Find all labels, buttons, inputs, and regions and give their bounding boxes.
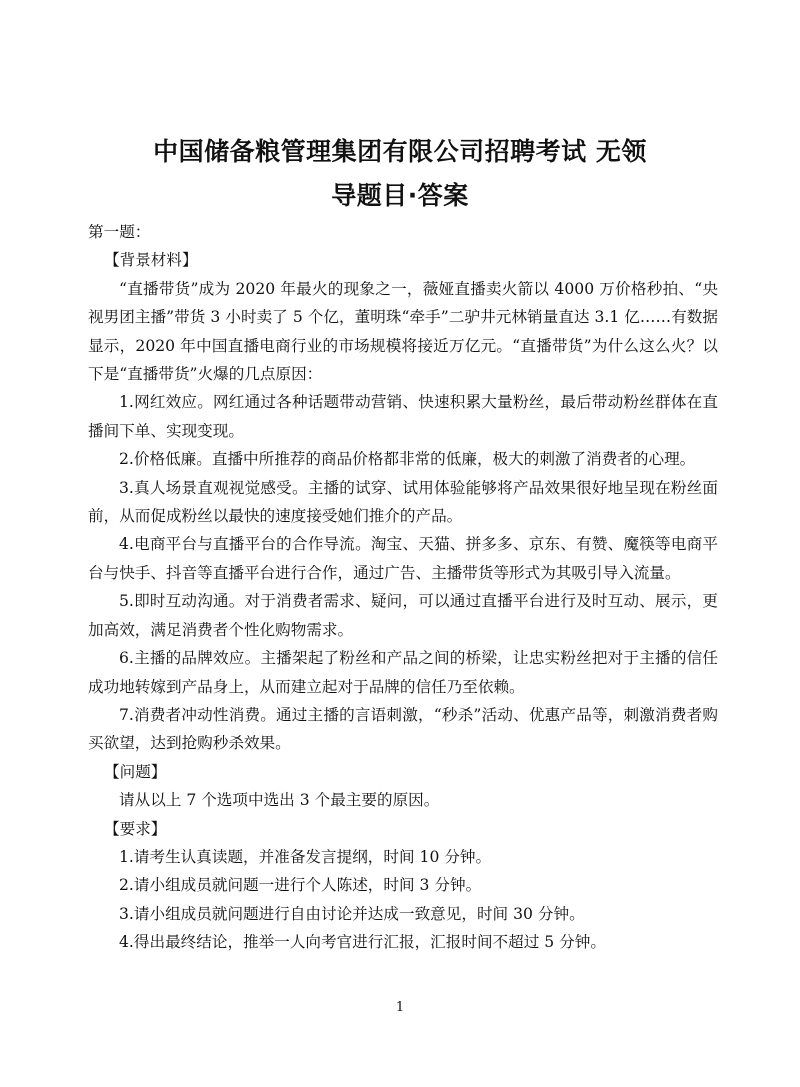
reason-item: 3.真人场景直观视觉感受。主播的试穿、试用体验能够将产品效果很好地呈现在粉丝面前，从而促成粉丝以最快的速度接受她们推介的产品。 [88,478,718,526]
section-label: 第一题： [88,223,151,241]
reason-item: 7.消费者冲动性消费。通过主播的言语刺激，“秒杀”活动、优惠产品等，刺激消费者购买欲望，达到抢购秒杀效果。 [88,705,718,753]
requirement-item: 4.得出最终结论，推举一人向考官进行汇报，汇报时间不超过 5 分钟。 [119,933,606,952]
page-number: 1 [395,1000,405,1015]
document-title-line1: 中国储备粮管理集团有限公司招聘考试 无领 [153,137,647,166]
reason-item: 2.价格低廉。直播中所推荐的商品价格都非常的低廉，极大的刺激了消费者的心理。 [119,450,696,469]
material-intro: “直播带货”成为 2020 年最火的现象之一，薇娅直播卖火箭以 4000 万价格秒拍、“央视男团主播”带货 3 小时卖了 5 个亿，董明珠“牵手”二驴井元林销量直达 3.1 亿……有数据显示，2020 年中国直播电商行业的市场规模将接近万亿元。“直播带货”为什么这么火？以下是“直播带货”火爆的几点原因： [88,279,718,384]
reason-item: 1.网红效应。网红通过各种话题带动营销、快速积累大量粉丝，最后带动粉丝群体在直播间下单、实现变现。 [88,393,718,440]
question-text: 请从以上 7 个选项中选出 3 个最主要的原因。 [119,791,440,810]
requirements-header: 【要求】 [104,819,167,838]
requirement-item: 3.请小组成员就问题进行自由讨论并达成一致意见，时间 30 分钟。 [119,904,585,923]
requirement-item: 1.请考生认真读题，并准备发言提纲，时间 10 分钟。 [119,847,492,866]
question-header: 【问题】 [104,762,167,781]
document-title-line2: 导题目·答案 [331,181,469,210]
reason-item: 6.主播的品牌效应。主播架起了粉丝和产品之间的桥梁，让忠实粉丝把对于主播的信任成功地转嫁到产品身上，从而建立起对于品牌的信任乃至依赖。 [88,649,718,696]
requirement-item: 2.请小组成员就问题一进行个人陈述，时间 3 分钟。 [119,876,482,895]
material-header: 【背景材料】 [104,251,198,270]
document-body [88,218,718,957]
reason-item: 5.即时互动沟通。对于消费者需求、疑问，可以通过直播平台进行及时互动、展示，更加高效，满足消费者个性化购物需求。 [88,592,718,639]
reason-item: 4.电商平台与直播平台的合作导流。淘宝、天猫、拼多多、京东、有赞、魔筷等电商平台与快手、抖音等直播平台进行合作，通过广告、主播带货等形式为其吸引导入流量。 [88,535,718,582]
